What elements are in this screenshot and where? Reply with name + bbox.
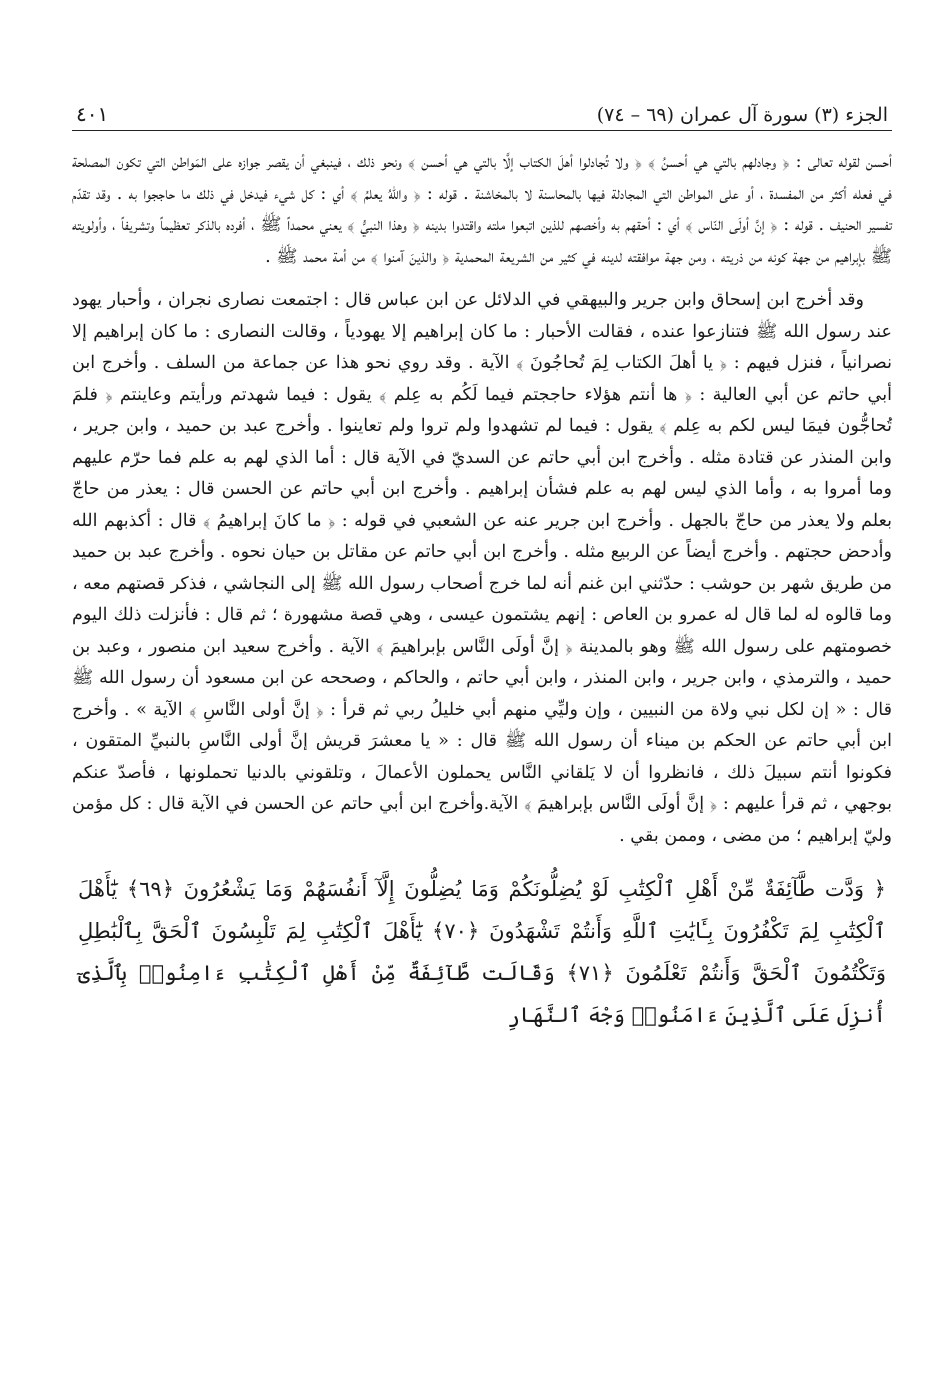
page-number: ٤٠١ bbox=[76, 102, 109, 126]
chapter-title: الجزء (٣) سورة آل عمران (٦٩ – ٧٤) bbox=[596, 104, 888, 126]
quran-verses: ﴿ وَدَّت طَّآئِفَةٌ مِّنْ أَهْلِ ٱلْكِتَٰبِ لَوْ يُضِلُّونَكُمْ وَمَا يُضِلُّونَ إِلَّآ أَنفُسَهُمْ وَمَا يَشْعُرُونَ ﴿٦٩﴾ يَٰٓأَهْلَ ٱلْكِتَٰبِ لِمَ تَكْفُرُونَ بِـَٔايَٰتِ ٱللَّهِ وَأَنتُمْ تَشْهَدُونَ ﴿٧٠﴾ يَٰٓأَهْلَ ٱلْكِتَٰبِ لِمَ تَلْبِسُونَ ٱلْحَقَّ بِٱلْبَٰطِلِ وَتَكْتُمُونَ ٱلْحَقَّ وَأَنتُمْ تَعْلَمُونَ ﴿٧١﴾ وَقَالَت طَّآئِفَةٌ مِّنْ أَهْلِ ٱلْكِتَٰبِ ءَامِنُوا۟ بِٱلَّذِىٓ أُنزِلَ عَلَى ٱلَّذِينَ ءَامَنُوا۟ وَجْهَ ٱلنَّهَارِ bbox=[78, 877, 886, 1027]
running-header bbox=[72, 92, 892, 131]
page bbox=[72, 92, 892, 1036]
commentary-body bbox=[72, 147, 892, 852]
commentary-paragraph-2: وقد أخرج ابن إسحاق وابن جرير والبيهقي في الدلائل عن ابن عباس قال : اجتمعت نصارى نجران ، وأحبار يهود عند رسول الله ﷺ فتنازعوا عنده ، فقالت الأحبار : ما كان إبراهيم إلا يهودياً ، وقالت النصارى : ما كان إبراهيم إلا نصرانياً ، فنزل فيهم : ﴿ يا أهلَ الكتاب لِمَ تُحاجُونَ ﴾ الآية . وقد روي نحو هذا عن جماعة من السلف . وأخرج ابن أبي حاتم عن أبي العالية : ﴿ ها أنتم هؤلاء حاججتم فيما لَكُم به عِلم ﴾ يقول : فيما شهدتم ورأيتم وعاينتم ﴿ فلمَ تُحاجُّون فيمَا ليس لكم به عِلم ﴾ يقول : فيما لم تشهدوا ولم تروا ولم تعاينوا . وأخرج عبد بن حميد ، وابن جرير ، وابن المنذر عن قتادة مثله . وأخرج ابن أبي حاتم عن السديّ في الآية قال : أما الذي لهم به علم فما حرّم عليهم وما أمروا به ، وأما الذي ليس لهم به علم فشأن إبراهيم . وأخرج ابن أبي حاتم عن الحسن قال : يعذر من حاجّ بعلم ولا يعذر من حاجّ بالجهل . وأخرج ابن جرير عنه عن الشعبي في قوله : ﴿ ما كانَ إبراهيمُ ﴾ قال : أكذبهم الله وأدحض حجتهم . وأخرج أيضاً عن الربيع مثله . وأخرج ابن أبي حاتم عن مقاتل بن حيان نحوه . وأخرج عبد بن حميد من طريق شهر بن حوشب : حدّثني ابن غنم أنه لما خرج أصحاب رسول الله ﷺ إلى النجاشي ، فذكر قصتهم معه ، وما قالوه له لما قال له عمرو بن العاص : إنهم يشتمون عيسى ، وهي قصة مشهورة ؛ ثم قال : فأنزلت ذلك اليوم خصومتهم على رسول الله ﷺ وهو بالمدينة ﴿ إنَّ أولَى النَّاس بإبراهيمَ ﴾ الآية . وأخرج سعيد ابن منصور ، وعبد بن حميد ، والترمذي ، وابن جرير ، وابن المنذر ، وابن أبي حاتم ، والحاكم ، وصححه عن ابن مسعود أن رسول الله ﷺ قال : « إن لكل نبي ولاة من النبيين ، وإن وليِّي منهم أبي خليلُ ربي ثم قرأ : ﴿ إنَّ أولى النَّاسِ ﴾ الآية » . وأخرج ابن أبي حاتم عن الحكم بن ميناء أن رسول الله ﷺ قال : « يا معشرَ قريش إنَّ أولى النَّاسِ بالنبيِّ المتقون ، فكونوا أنتم سبيلَ ذلك ، فانظروا أن لا يَلقاني النَّاس يحملون الأعمالَ ، وتلقوني بالدنيا تحملونها ، فأصدّ عنكم بوجهي ، ثم قرأ عليهم : ﴿ إنَّ أولَى النَّاس بإبراهيمَ ﴾ الآية.وأخرج ابن أبي حاتم عن الحسن في الآية قال : كل مؤمن وليّ إبراهيم ؛ من مضى ، وممن بقي . bbox=[72, 290, 892, 846]
commentary-paragraph-1: أحسن لقوله تعالى : ﴿ وجادلهم بالتي هي أحسنُ ﴾ ﴿ ولا تُجادلوا أهلَ الكتاب إلَّا بالتي هي أحسن ﴾ ونحو ذلك ، فينبغي أن يقصر جوازه على المَواطن التي تكون المصلحة في فعله أكثر من المفسدة ، أو على المواطن التي المجادلة فيها بالمحاسنة لا بالمخاشنة . قوله : ﴿ واللهُ يعلمُ ﴾ أي : كل شيء فيدخل في ذلك ما حاججوا به . وقد تقدّم تفسير الحنيف . قوله : ﴿ إنَّ أولَى النّاس ﴾ أي : أحقهم به وأخصهم للذين اتبعوا ملته واقتدوا بدينه ﴿ وهذا النبيُّ ﴾ يعني محمداً ﷺ ، أفرده بالذكر تعظيماً وتشريفاً ، وأولويته ﷺ بإبراهيم من جهة كونه من ذريته ، ومن جهة موافقته لدينه في كثير من الشريعة المحمدية ﴿ والذينَ آمنوا ﴾ من أمة محمد ﷺ . bbox=[72, 152, 892, 267]
